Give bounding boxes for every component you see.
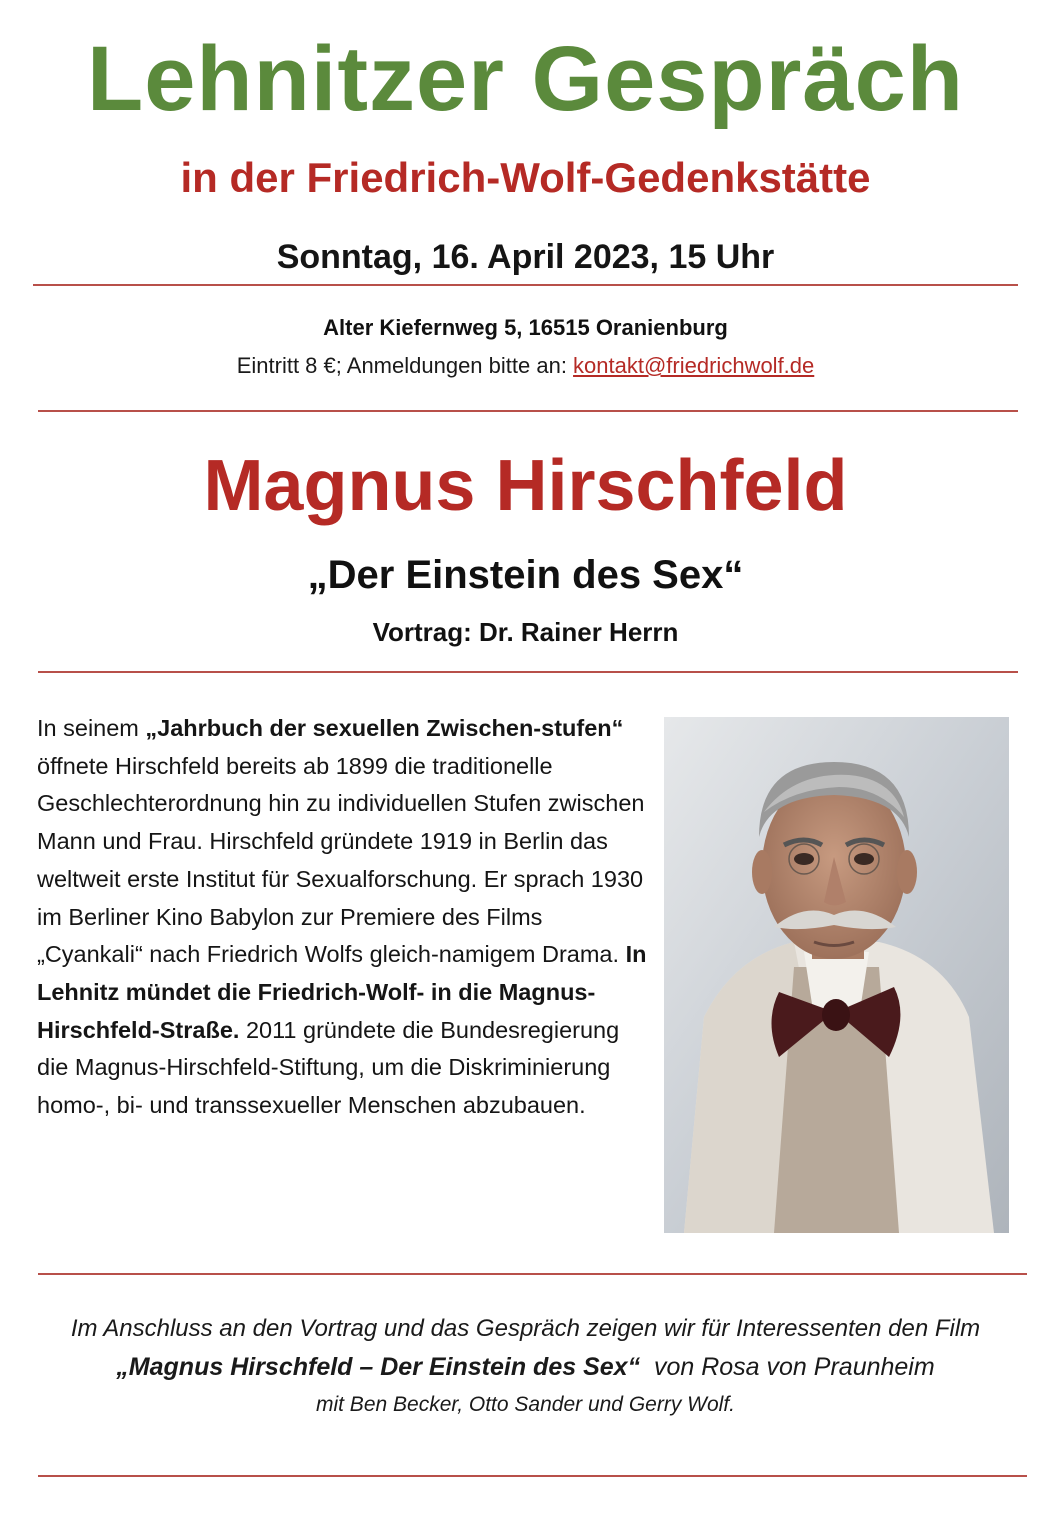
divider bbox=[33, 284, 1018, 286]
speaker-subject-title: Magnus Hirschfeld bbox=[203, 446, 848, 526]
body-text-2: öffnete Hirschfeld bereits ab 1899 die traditionelle Geschlechterordnung hin zu individuellen Stufen zwischen Mann und Frau. Hirschfeld gründete 1919 in Berlin das weltweit erste Institut für Sexualforschung. Er sprach 1930 im Berliner Kino Babylon zur Premiere des Films „Cyankali“ nach Friedrich Wolfs gleich-namigem Drama. bbox=[37, 752, 645, 968]
lecturer: Vortrag: Dr. Rainer Herrn bbox=[372, 617, 679, 647]
body-paragraph bbox=[37, 710, 652, 1125]
film-announcement bbox=[0, 1310, 1051, 1424]
talk-title: „Der Einstein des Sex“ bbox=[307, 553, 744, 597]
event-date: Sonntag, 16. April 2023, 15 Uhr bbox=[276, 238, 775, 276]
email-link[interactable]: kontakt@friedrichwolf.de bbox=[573, 353, 815, 378]
body-bold-2: In Lehnitz mündet die Friedrich-Wolf- in die Magnus-Hirschfeld-Straße. bbox=[37, 941, 647, 1043]
divider bbox=[38, 1475, 1027, 1477]
portrait-photo bbox=[664, 717, 1009, 1233]
body-text-3: 2011 gründete die Bundesregierung die Magnus-Hirschfeld-Stiftung, um die Diskriminierung homo-, bi- und transsexueller Menschen abzubauen. bbox=[37, 1016, 620, 1119]
divider bbox=[38, 671, 1018, 673]
entry-info bbox=[0, 349, 1051, 383]
film-director: von Rosa von Praunheim bbox=[640, 1353, 935, 1381]
body-bold-1: „Jahrbuch der sexuellen Zwischen-stufen“ bbox=[145, 715, 624, 741]
film-line bbox=[0, 1348, 1051, 1386]
body-text-1: In seinem bbox=[37, 715, 146, 741]
page-title: Lehnitzer Gespräch bbox=[87, 28, 964, 130]
divider bbox=[38, 410, 1018, 412]
divider bbox=[38, 1273, 1027, 1275]
venue-subtitle: in der Friedrich-Wolf-Gedenkstätte bbox=[180, 154, 871, 201]
film-title: „Magnus Hirschfeld – Der Einstein des Sex“ bbox=[116, 1353, 641, 1381]
film-intro: Im Anschluss an den Vortrag und das Gespräch zeigen wir für Interessenten den Film bbox=[70, 1315, 981, 1342]
film-cast: mit Ben Becker, Otto Sander und Gerry Wolf. bbox=[315, 1393, 735, 1416]
entry-text: Eintritt 8 €; Anmeldungen bitte an: bbox=[236, 353, 574, 378]
venue-address: Alter Kiefernweg 5, 16515 Oranienburg bbox=[323, 315, 728, 340]
